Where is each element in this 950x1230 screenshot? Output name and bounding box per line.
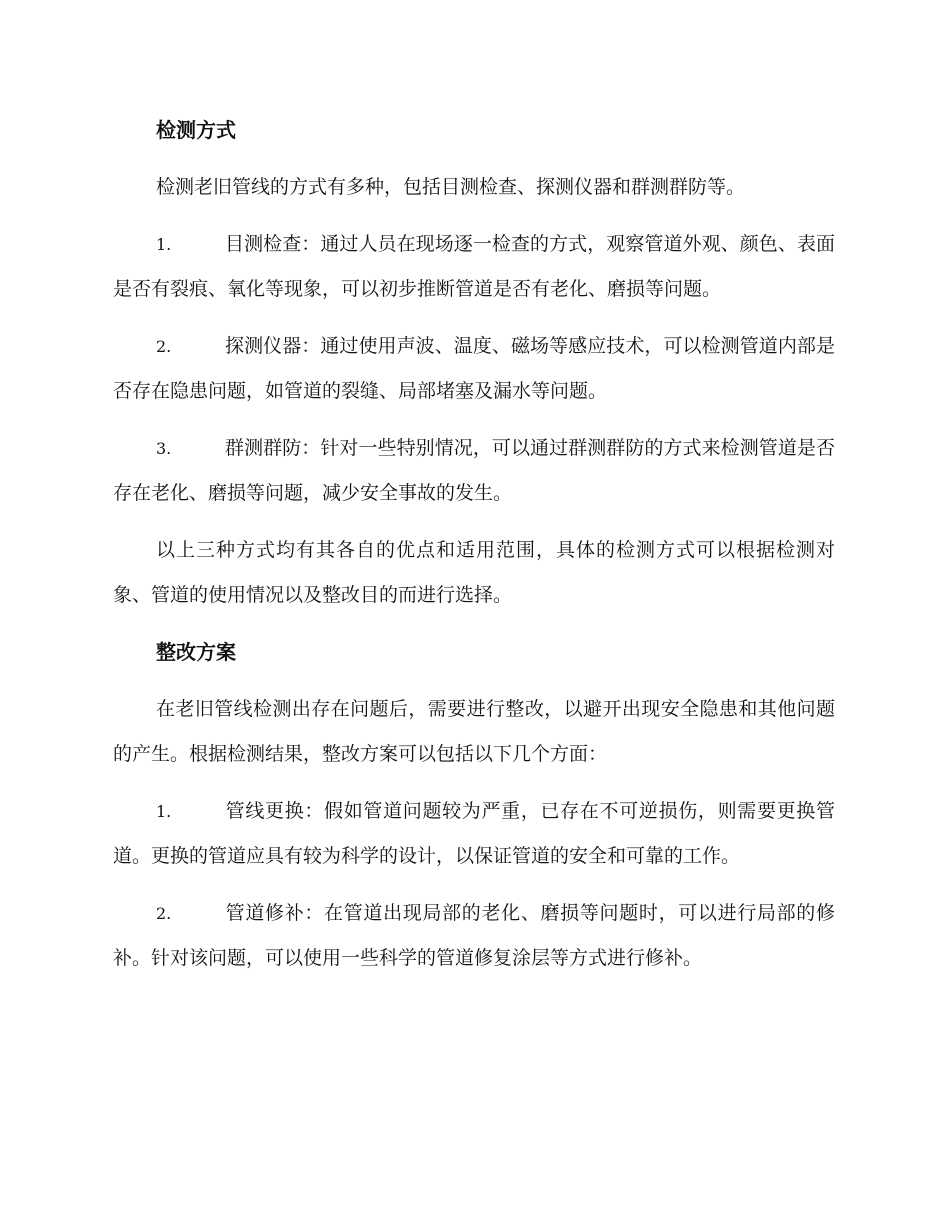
paragraph-detection-summary: 以上三种方式均有其各自的优点和适用范围，具体的检测方式可以根据检测对象、管道的使用情况以及整改目的而进行选择。 [113, 539, 835, 606]
section-heading-detection-methods: 检测方式 [156, 118, 236, 142]
list-item-text: 管线更换：假如管道问题较为严重，已存在不可逆损伤，则需要更换管道。更换的管道应具有较为科学的设计，以保证管道的安全和可靠的工作。 [113, 800, 835, 867]
list-item-number: 1. [156, 235, 172, 254]
list-item-number: 2. [156, 337, 172, 356]
list-item-number: 2. [156, 904, 172, 923]
list-item-text: 探测仪器：通过使用声波、温度、磁场等感应技术，可以检测管道内部是否存在隐患问题，如管道的裂缝、局部堵塞及漏水等问题。 [113, 335, 835, 402]
list-item-text: 群测群防：针对一些特别情况，可以通过群测群防的方式来检测管道是否存在老化、磨损等问题，减少安全事故的发生。 [113, 437, 835, 504]
document-page [113, 108, 835, 993]
paragraph-detection-intro: 检测老旧管线的方式有多种，包括目测检查、探测仪器和群测群防等。 [156, 176, 746, 198]
list-item-text: 管道修补：在管道出现局部的老化、磨损等问题时，可以进行局部的修补。针对该问题，可以使用一些科学的管道修复涂层等方式进行修补。 [113, 902, 835, 969]
section-heading-rectification-plan: 整改方案 [156, 640, 236, 664]
list-item-visual-inspection [113, 222, 835, 312]
paragraph-rectification-intro: 在老旧管线检测出存在问题后，需要进行整改，以避开出现安全隐患和其他问题的产生。根据检测结果，整改方案可以包括以下几个方面： [113, 698, 835, 765]
list-item-group-monitoring [113, 426, 835, 516]
list-item-detection-instruments [113, 324, 835, 414]
list-item-number: 1. [156, 802, 172, 821]
list-item-text: 目测检查：通过人员在现场逐一检查的方式，观察管道外观、颜色、表面是否有裂痕、氧化等现象，可以初步推断管道是否有老化、磨损等问题。 [113, 233, 835, 300]
list-item-pipeline-replacement [113, 789, 835, 879]
list-item-number: 3. [156, 439, 172, 458]
list-item-pipeline-repair [113, 891, 835, 981]
